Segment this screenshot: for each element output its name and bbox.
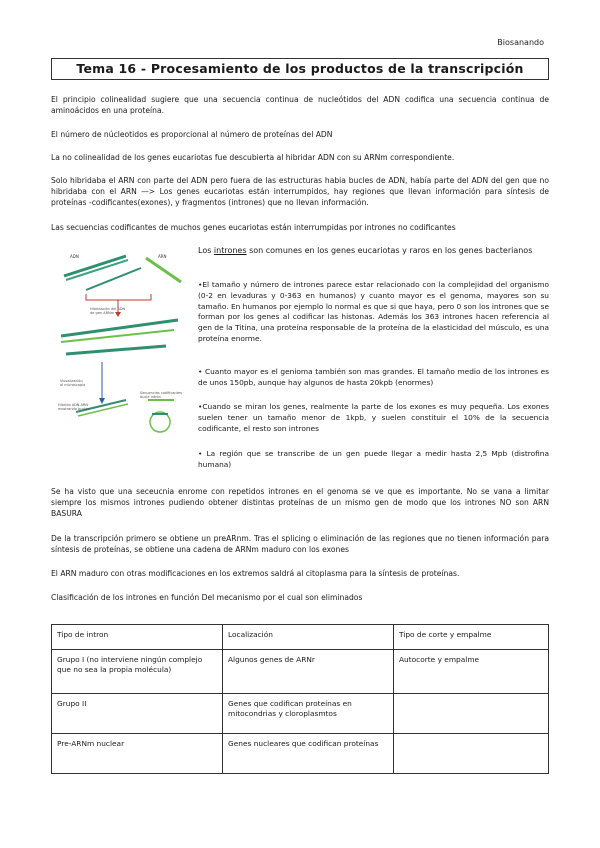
label-step1b: de gen ARNm xyxy=(90,311,115,315)
table-header-row xyxy=(52,625,549,650)
table-row xyxy=(52,694,549,734)
visualized-hybrid xyxy=(76,400,174,432)
table-cell xyxy=(394,734,549,774)
intro-pre: Los xyxy=(198,246,214,255)
brand-label: Biosanando xyxy=(497,38,544,47)
bullet-tamano-numero: •El tamaño y número de intrones parece estar relacionado con la complejidad del organismo (0-2 en levaduras y 0-363 en humanos) y cuanto mayor es el genoma, mayores son su tamaño. En humanos por ejemplo lo normal es que si que haya, pero 0 son los intrones que se forman por los genes al codificar las histonas. Además los 363 intrones hacen referencia al gen de la Titina, una proteína responsable de la proteína de la elasticidad del músculo, es una proteína enorme. xyxy=(198,280,549,343)
table-cell: Grupo I (no interviene ningún complejo que no sea la propia molécula) xyxy=(52,650,223,694)
hybridization-diagram xyxy=(56,250,186,440)
red-arrow-head xyxy=(115,312,121,317)
table-cell: Genes que codifican proteínas en mitocondrias y cloroplasmtos xyxy=(223,694,394,734)
table-cell: Algunos genes de ARNr xyxy=(223,650,394,694)
bullet-exones: •Cuando se miran los genes, realmente la parte de los exones es muy pequeña. Los exones suelen tener un tamaño menor de 1kpb, y suelen constituir el 10% de la secuencia codificante, el resto son intrones xyxy=(198,402,549,433)
paragraph-nucleotidos: El número de núcleotidos es proporcional al número de proteínas del ADN xyxy=(51,130,333,139)
header-tipo-intron: Tipo de intron xyxy=(52,625,223,650)
introns-intro xyxy=(198,245,549,257)
label-rna: ARN xyxy=(158,254,167,259)
paragraph-arn-basura: Se ha visto que una seceucnia enrome con repetidos intrones en el genoma se ve que es importante. No se vana a limitar siempre los mismos intrones pudiendo obtener distintas proteínas de un mismo gen de modo que los intrones NO son ARN BASURA xyxy=(51,487,549,518)
paragraph-colinealidad: El principio colinealidad sugiere que una secuencia continua de nucleótidos del ADN codifica una secuencia continua de aminoácidos en una proteína. xyxy=(51,95,549,115)
intron-classification-table xyxy=(51,624,549,774)
paragraph-prearnm: De la transcripción primero se obtiene un preARnm. Tras el splicing o eliminación de las regiones que no tienen información para síntesis de proteínas, se obtiene una cadena de ARNm maduro con los exones xyxy=(51,534,549,554)
label-dna: ADN xyxy=(70,254,79,259)
paragraph-secuencias: Las secuencias codificantes de muchos genes eucariotas están interrumpidas por intrones no codificantes xyxy=(51,223,456,232)
table-cell: Autocorte y empalme xyxy=(394,650,549,694)
intro-post: son comunes en los genes eucariotas y raros en los genes bacterianos xyxy=(246,246,533,255)
table-cell: Grupo II xyxy=(52,694,223,734)
label-step1: Hibridación del ADN xyxy=(90,307,126,311)
bullet-genoma-tamano: • Cuanto mayor es el genioma también son mas grandes. El tamaño medio de los intrones es de unos 150pb, aunque hay algunos de hasta 20kpb (enormes) xyxy=(198,367,549,387)
label-right: Secuencias codificantes xyxy=(140,391,182,395)
hybrid-strands xyxy=(61,320,178,354)
paragraph-hibridacion: Solo hibridaba el ARN con parte del ADN pero fuera de las estructuras habia bucles de ADN, había parte del ADN del gen que no hibridaba con el ARN —> Los genes eucariotas están interrumpidos, hay regiones que llevan información para síntesis de proteínas -codificantes(exones), y fragmentos (intrones) que no llevan información. xyxy=(51,176,549,207)
table-cell: Genes nucleares que codifican proteínas xyxy=(223,734,394,774)
table-cell: Pre-ARNm nuclear xyxy=(52,734,223,774)
paragraph-no-colinealidad: La no colinealidad de los genes eucariotas fue descubierta al hibridar ADN con su ARNm correspondiente. xyxy=(51,153,455,162)
dna-rna-strands xyxy=(64,256,181,290)
header-localizacion: Localización xyxy=(223,625,394,650)
label-step2: Visualización xyxy=(60,379,83,383)
blue-arrow-head xyxy=(99,398,105,404)
header-tipo-corte: Tipo de corte y empalme xyxy=(394,625,549,650)
label-left2: mostrando bucles xyxy=(58,407,90,411)
paragraph-clasificacion: Clasificación de los intrones en función Del mecanismo por el cual son eliminados xyxy=(51,593,363,602)
intrones-term: intrones xyxy=(213,246,247,255)
label-step2b: al microscopio xyxy=(60,383,86,387)
table-cell xyxy=(394,694,549,734)
table-row xyxy=(52,650,549,694)
table-row xyxy=(52,734,549,774)
label-right2: bucle intrón xyxy=(140,395,161,399)
paragraph-arn-maduro: El ARN maduro con otras modificaciones en los extremos saldrá al citoplasma para la síntesis de proteínas. xyxy=(51,569,460,578)
label-left: Híbrido ADN-ARN xyxy=(58,403,89,407)
bullet-distrofina: • La región que se transcribe de un gen puede llegar a medir hasta 2,5 Mpb (distrofina humana) xyxy=(198,449,549,469)
page-title: Tema 16 - Procesamiento de los productos de la transcripción xyxy=(51,58,549,80)
